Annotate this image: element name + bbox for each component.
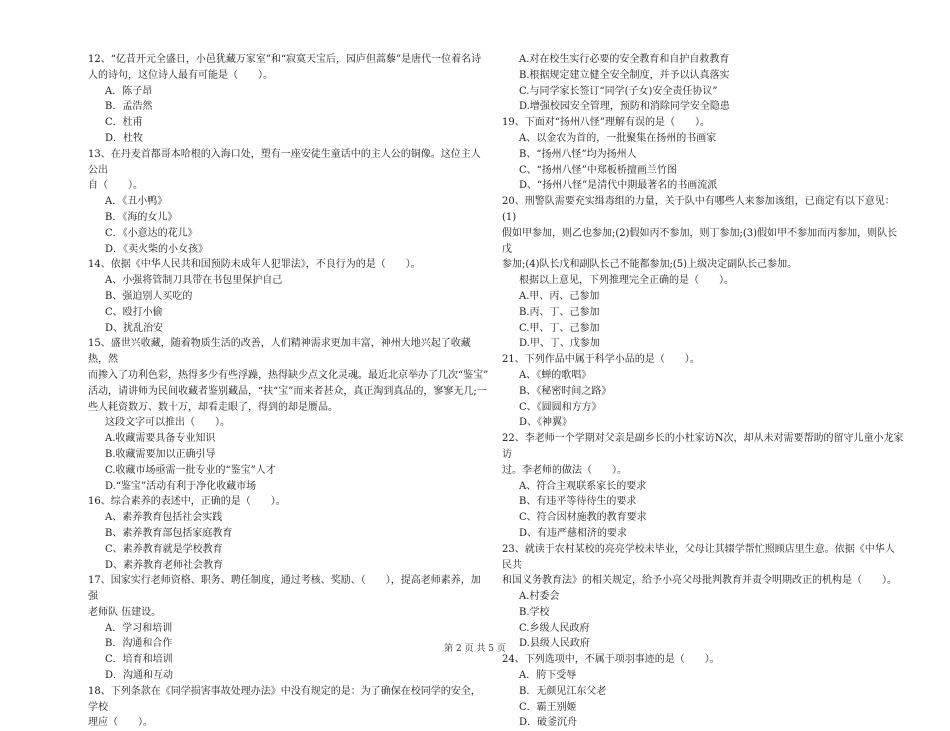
answer-option: B.收藏需要加以正确引导 [105,448,216,460]
answer-option: C.与同学家长签订“同学(子女)安全责任协议” [519,85,718,97]
answer-option: D、《神翼》 [519,417,573,429]
question-text-line: 24、下列选项中，不属于项羽事迹的是（ ）。 [502,654,720,666]
answer-option: B、素养教育部包括家庭教育 [105,527,233,539]
question-block [88,52,490,147]
answer-option: A.收藏需要具备专业知识 [105,433,216,445]
answer-option: B.根据规定建立健全安全制度，并予以认真落实 [519,69,730,81]
answer-option: C.收藏市场亟需一批专业的“鉴宝”人才 [105,464,276,476]
question-text-line: 23、就读于农村某校的亮亮学校未毕业，父母让其辍学帮忙照顾店里生意。依据《中华人民共 [502,543,895,571]
answer-option: D、扰乱治安 [105,322,164,334]
question-text-line: 22、李老师一个学期对父亲是副乡长的小杜家访N次，却从未对需要帮助的留守儿童小龙家访 [502,433,904,460]
answer-option: C.乡级人民政府 [519,622,590,634]
answer-option: B、《秘密时间之路》 [519,385,612,397]
answer-option: A.村委会 [519,591,560,603]
question-block [502,194,904,352]
answer-option: C．培育和培训 [105,654,173,666]
question-text-line: 假如甲参加，则乙也参加;(2)假如丙不参加，则丁参加;(3)假如甲不参加而丙参加，则队长戊 [502,227,898,255]
question-text-line: 20、刑警队需要充实缉毒组的力量，关于队中有哪些人来参加该组，已商定有以下意见：(1) [502,196,895,223]
answer-option: B、“扬州八怪”均为扬州人 [519,148,637,160]
question-block [88,494,490,573]
question-block [88,573,490,684]
question-block [502,652,904,731]
question-text-line: 理应（ ）。 [88,717,153,729]
question-text-line: 些人耗资数万、数十万，却看走眼了，得到的却是赝品。 [88,401,338,413]
answer-option: D、“扬州八怪”是清代中期最著名的书画流派 [519,180,718,192]
answer-option: A．陈子昂 [105,85,153,97]
answer-option: C、素养教育就是学校教育 [105,543,223,555]
question-block [88,257,490,336]
answer-option: B、有违平等待待生的要求 [519,496,637,508]
answer-option: A、素养教育包括社会实践 [105,512,223,524]
answer-option: B．无颜见江东父老 [519,685,607,697]
question-prompt: 这段文字可以推出（ ）。 [105,417,230,429]
question-block [502,115,904,194]
question-text-line: 参加;(4)队长戊和副队长己不能都参加;(5)上级决定副队长己参加。 [502,259,798,271]
page-footer: 第 2 页 共 5 页 [444,644,506,654]
answer-option: D、素养教育老师社会教育 [105,559,224,571]
answer-option: C.甲、丁、己参加 [519,322,600,334]
question-text-line: 12、“亿昔开元全盛日，小邑犹藏万家室”和“寂寞天宝后，园庐但蒿藜”是唐代一位着名诗 [88,54,482,65]
answer-option: D．《卖火柴的小女孩》 [105,243,209,255]
question-text-line: 活动，请讲师为民间收藏者鉴别藏品，“扶“宝”而来者甚众，真正淘到真品的，寥寥无几;一 [88,385,487,397]
answer-option: B.丙、丁、己参加 [519,306,600,318]
answer-option: C．《小意达的花儿》 [105,227,198,239]
answer-option: C．杜甫 [105,117,143,129]
question-text-line: 21、下列作品中属于科学小品的是（ ）。 [502,354,700,366]
answer-option: D．杜牧 [105,132,144,144]
question-block [88,147,490,258]
question-block [502,431,904,542]
answer-option: B．《海的女儿》 [105,211,178,223]
answer-option: A.甲、丙、己参加 [519,290,600,302]
question-text-line: 15、盛世兴收藏，随着物质生活的改善，人们精神需求更加丰富，神州大地兴起了收藏热，然 [88,338,471,366]
right-column [502,52,904,731]
answer-option: D．沟通和互动 [105,670,174,682]
answer-option: A.对在校生实行必要的安全教育和自护自救教育 [519,54,730,65]
question-text-line: 19、下面对“扬州八怪”理解有误的是（ ）。 [502,117,710,129]
question-text-line: 自（ ）。 [88,180,143,192]
question-block [88,336,490,494]
answer-option: D．破釜沉舟 [519,717,578,729]
answer-option: C、《圆圆和方方》 [519,401,602,413]
question-text-line: 14、依据《中华人民共和国预防未成年人犯罪法》，不良行为的是（ ）。 [88,259,421,271]
question-text-line: 17、国家实行老师资格、职务、聘任制度，通过考核、奖励、（ ），提高老师素养，加强 [88,575,481,603]
answer-option: D.增强校园安全管理，预防和消除同学安全隐患 [519,101,730,113]
question-text-line: 18、下列条款在《同学损害事故处理办法》中没有规定的是：为了确保在校同学的安全，学校 [88,685,481,713]
answer-option: D.县级人民政府 [519,638,590,650]
answer-option: B、强迫别人买吃的 [105,290,193,302]
question-block [502,352,904,431]
question-text-line: 老师队 伍建设。 [88,606,162,618]
answer-option: D.“鉴宝”活动有利于净化收藏市场 [105,480,257,492]
answer-option: C．霸王别姬 [519,701,577,713]
answer-option: A、符合主观联系家长的要求 [519,480,647,492]
answer-option: A、《蝉的歌唱》 [519,369,592,381]
question-text-line: 13、在丹麦首都哥本哈根的入海口处，塑有一座安徒生童话中的主人公的铜像。这位主人公出 [88,148,481,176]
answer-option: D、有违严慈相济的要求 [519,527,628,539]
answer-option: B．孟浩然 [105,101,153,113]
question-block [88,684,490,731]
answer-option: B．沟通和合作 [105,638,173,650]
question-text-line: 过。李老师的做法（ ）。 [502,464,627,476]
answer-option: D.甲、丁、戊参加 [519,338,600,350]
answer-option: C、“扬州八怪”中郑板桥擅画兰竹图 [519,164,677,176]
answer-option: A、以金农为首的，一批聚集在扬州的书画家 [519,132,717,144]
answer-option: C、符合因材施教的教育要求 [519,512,647,524]
question-text-line: 而掺入了功利色彩，热得多少有些浮躁，热得缺少点文化灵魂。最近北京举办了几次“鉴宝” [88,369,489,381]
answer-option: C、殴打小偷 [105,306,163,318]
answer-option: A．学习和培训 [105,622,173,634]
left-column [88,52,490,731]
answer-option: B.学校 [519,606,550,618]
question-block [502,542,904,653]
answer-option: A、小强将管制刀具带在书包里保护自己 [105,275,283,287]
question-text-line: 人的诗句，这位诗人最有可能是（ ）。 [88,69,273,81]
answer-option: A．胯下受辱 [519,670,577,682]
answer-option: A．《丑小鸭》 [105,196,168,208]
question-text-line: 和国义务教育法》的相关规定，给予小亮父母批判教育并责令明期改正的机构是（ ）。 [502,575,897,587]
question-text-line: 16、综合素养的表述中，正确的是（ ）。 [88,496,286,508]
question-block [502,52,904,115]
question-prompt: 根据以上意见，下列推理完全正确的是（ ）。 [519,275,734,287]
